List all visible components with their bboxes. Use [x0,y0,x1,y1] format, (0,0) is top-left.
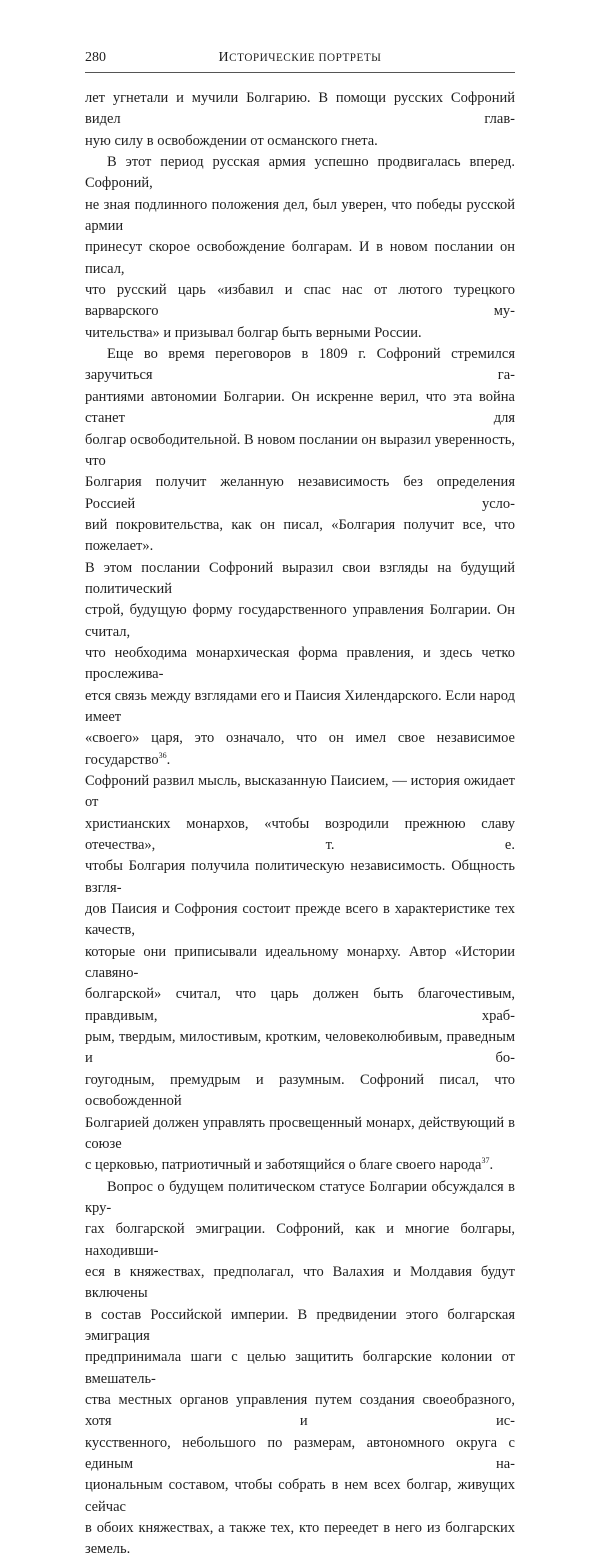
text-line [85,88,515,131]
line-text: дов Паисия и Софрония состоит прежде всего в характеристике тех качеств, [85,901,515,939]
line-text: принесут скорое освобождение болгарам. И в новом послании он писал, [85,239,515,277]
line-text: рым, твердым, милостивым, кротким, человеколюбивым, праведным и бо- [85,1029,515,1067]
line-text: ную силу в освобождении от османского гнета. [85,132,378,149]
text-line [85,1347,515,1390]
line-text: гоугодным, премудрым и разумным. Софроний писал, что освобожденной [85,1071,515,1110]
text-line [85,195,515,238]
text-line [85,1305,515,1348]
text-line [85,430,515,473]
text-line [85,1027,515,1070]
text-line [85,856,515,899]
text-line [85,472,515,515]
text-line [85,643,515,686]
header-rule [85,72,515,73]
text-line [85,280,515,323]
text-line [85,600,515,643]
text-line [85,1155,515,1176]
text-line [85,1433,515,1476]
text-line [85,1518,515,1561]
running-title-initial: И [218,50,230,65]
body-text [85,88,515,1561]
line-text: христианских монархов, «чтобы возродили прежнюю славу отечества», т. е. [85,815,515,854]
text-line [85,323,515,344]
text-line [85,558,515,601]
line-text: вий покровительства, как он писал, «Болгария получит все, что пожелает». [85,516,515,555]
running-title-rest: СТОРИЧЕСКИЕ ПОРТРЕТЫ [229,52,382,64]
text-line [85,1113,515,1156]
text-line [85,1219,515,1262]
line-text: рантиями автономии Болгарии. Он искренне верил, что эта война станет для [85,388,515,427]
text-line [85,771,515,814]
footnote-punctuation: . [489,1157,494,1174]
line-text: лет угнетали и мучили Болгарию. В помощи русских Софроний видел глав- [85,90,515,128]
footnote-punctuation: . [166,751,171,768]
line-text: в состав Российской империи. В предвидении этого болгарская эмиграция [85,1306,515,1344]
line-text: болгарской» считал, что царь должен быть благочестивым, правдивым, храб- [85,986,515,1024]
line-text: В этом послании Софроний выразил свои взгляды на будущий политический [85,559,515,597]
line-text: «своего» царя, это означало, что он имел свое независимое государство [85,730,515,768]
line-text: В этот период русская армия успешно продвигалась вперед. Софроний, [85,154,515,192]
text-line [85,984,515,1027]
footnote-marker: 36 [158,750,167,760]
line-text: ется связь между взглядами его и Паисия Хилендарского. Если народ имеет [85,687,515,725]
line-text: не зная подлинного положения дел, был уверен, что победы русской армии [85,196,515,235]
text-line [85,237,515,280]
line-text: что необходима монархическая форма правления, и здесь четко прослежива- [85,644,515,683]
line-text: чительства» и призывал болгар быть верными России. [85,324,422,341]
line-text: предпринимала шаги с целью защитить болгарские колонии от вмешатель- [85,1349,515,1387]
line-text: Болгарией должен управлять просвещенный монарх, действующий в союзе [85,1114,515,1152]
text-line [85,814,515,857]
line-text: чтобы Болгария получила политическую независимость. Общность взгля- [85,858,515,896]
text-line [85,1177,515,1220]
text-line [85,387,515,430]
text-line [85,1262,515,1305]
text-line [85,1475,515,1518]
line-text: что русский царь «избавил и спас нас от лютого турецкого варварского му- [85,282,515,320]
line-text: Болгария получит желанную независимость без определения Россией усло- [85,474,515,512]
text-line [85,942,515,985]
text-line [85,1070,515,1113]
running-header [85,50,515,70]
line-text: еся в княжествах, предполагал, что Валахия и Молдавия будут включены [85,1263,515,1302]
line-text: гах болгарской эмиграции. Софроний, как и многие болгары, находивши- [85,1221,515,1259]
line-text: с церковью, патриотичный и заботящийся о благе своего народа [85,1157,482,1174]
text-line [85,686,515,729]
line-text: Еще во время переговоров в 1809 г. Софроний стремился заручиться га- [85,346,515,384]
text-line [85,152,515,195]
line-text: Софроний развил мысль, высказанную Паисием, — история ожидает от [85,773,515,811]
running-title [85,50,515,66]
line-text: циональным составом, чтобы собрать в нем всех болгар, живущих сейчас [85,1477,515,1515]
line-text: которые они приписывали идеальному монарху. Автор «Истории славяно- [85,943,515,982]
text-line [85,131,515,152]
line-text: кусственного, небольшого по размерам, автономного округа с единым на- [85,1434,515,1472]
footnote-marker: 37 [481,1156,490,1166]
text-line [85,728,515,771]
page-number: 280 [85,50,106,65]
line-text: строй, будущую форму государственного управления Болгарии. Он считал, [85,602,515,640]
line-text: Вопрос о будущем политическом статусе Болгарии обсуждался в кру- [85,1178,515,1216]
text-line [85,1390,515,1433]
line-text: в обоих княжествах, а также тех, кто переедет в него из болгарских земель. [85,1520,515,1558]
line-text: ства местных органов управления путем создания своеобразного, хотя и ис- [85,1391,515,1430]
line-text: болгар освободительной. В новом послании он выразил уверенность, что [85,431,515,469]
text-line [85,515,515,558]
text-line [85,344,515,387]
text-line [85,899,515,942]
